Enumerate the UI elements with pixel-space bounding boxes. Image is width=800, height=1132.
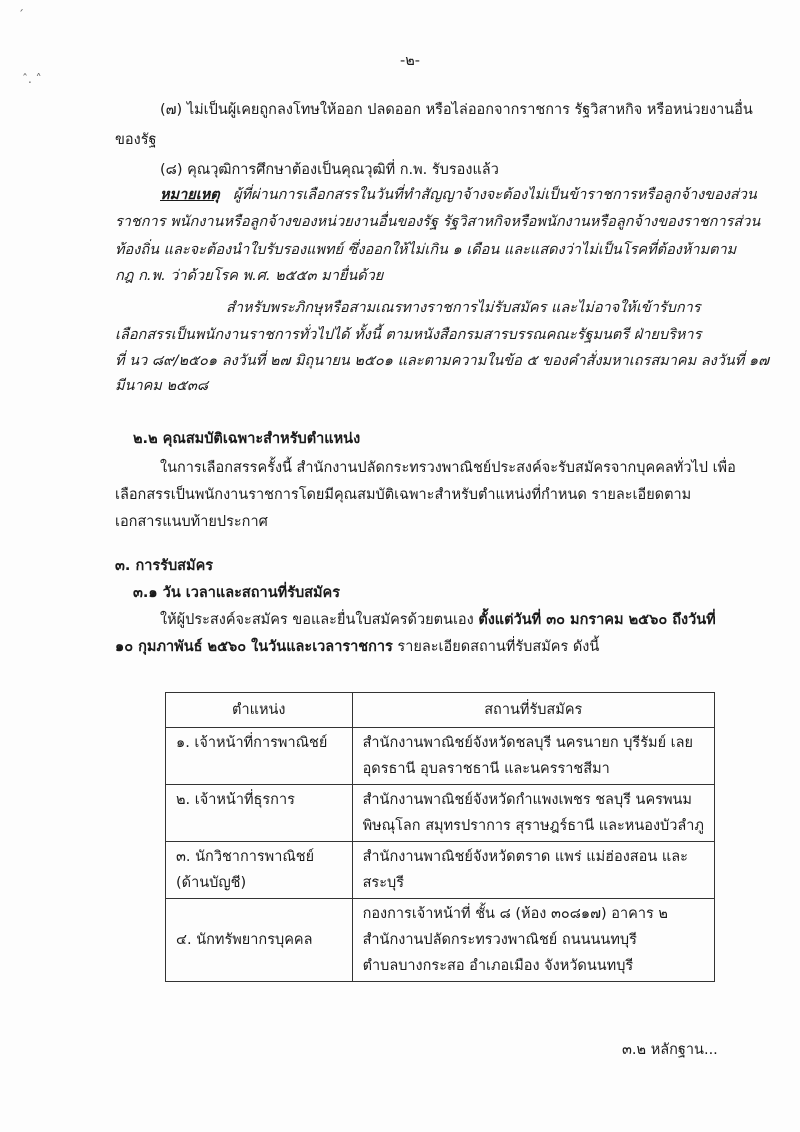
section-3-heading: ๓. การรับสมัคร <box>115 558 214 574</box>
section-2-2-paragraph: ในการเลือกสรรครั้งนี้ สำนักงานปลัดกระทรวงพาณิชย์ประสงค์จะรับสมัครจากบุคคลทั่วไป เพื่อ <box>160 460 736 476</box>
location-line: อุดรธานี อุบลราชธานี และนครราชสีมา <box>362 761 610 777</box>
monk-note-line: สำหรับพระภิกษุหรือสามเณรทางราชการไม่รับสมัคร และไม่อาจให้เข้ารับการ <box>226 300 701 316</box>
table-header-row <box>166 693 715 728</box>
location-line: พิษณุโลก สมุทรปราการ สุราษฎร์ธานี และหนองบัวลำภู <box>362 818 704 834</box>
scan-artifact-icon: ˆ. ˄ <box>22 72 42 86</box>
position-cell: ๓. นักวิชาการพาณิชย์ (ด้านบัญชี) <box>166 842 353 899</box>
table-header-position: ตำแหน่ง <box>166 693 353 728</box>
location-line: สำนักงานพาณิชย์จังหวัดตราด แพร่ แม่ฮ่องสอน และ <box>362 849 688 865</box>
location-line: ตำบลบางกระสอ อำเภอเมือง จังหวัดนนทบุรี <box>362 958 634 974</box>
note-label: หมายเหตุ <box>160 187 220 203</box>
note-line: ท้องถิ่น และจะต้องนำใบรับรองแพทย์ ซึ่งออกให้ไม่เกิน ๑ เดือน และแสดงว่าไม่เป็นโรคที่ต้องห้ามตาม <box>115 242 737 258</box>
position-cell: ๔. นักทรัพยากรบุคคล <box>166 899 353 982</box>
note-line: กฎ ก.พ. ว่าด้วยโรค พ.ศ. ๒๕๕๓ มายื่นด้วย <box>115 268 384 284</box>
note-line: ราชการ พนักงานหรือลูกจ้างของหน่วยงานอื่นของรัฐ รัฐวิสาหกิจหรือพนักงานหรือลูกจ้างของราชการส่วน <box>115 214 761 230</box>
application-period-line <box>115 636 599 658</box>
table-header-location: สถานที่รับสมัคร <box>352 693 714 728</box>
location-cell <box>352 728 714 785</box>
qualification-item-8: (๘) คุณวุฒิการศึกษาต้องเป็นคุณวุฒิที่ ก.พ. รับรองแล้ว <box>160 162 499 178</box>
section-2-2-paragraph: เอกสารแนบท้ายประกาศ <box>115 514 268 530</box>
location-line: สำนักงานปลัดกระทรวงพาณิชย์ ถนนนนทบุรี <box>362 932 637 948</box>
position-cell: ๒. เจ้าหน้าที่ธุรการ <box>166 785 353 842</box>
monk-note-line: มีนาคม ๒๕๓๘ <box>115 378 209 394</box>
location-cell <box>352 785 714 842</box>
application-period-text: รายละเอียดสถานที่รับสมัคร ดังนี้ <box>392 639 600 655</box>
page-number: -๒- <box>400 53 421 69</box>
section-2-2-heading: ๒.๒ คุณสมบัติเฉพาะสำหรับตำแหน่ง <box>133 431 361 447</box>
location-cell <box>352 842 714 899</box>
table-row <box>166 842 715 899</box>
position-cell: ๑. เจ้าหน้าที่การพาณิชย์ <box>166 728 353 785</box>
section-2-2-paragraph: เลือกสรรเป็นพนักงานราชการโดยมีคุณสมบัติเฉพาะสำหรับตำแหน่งที่กำหนด รายละเอียดตาม <box>115 487 692 503</box>
application-locations-table <box>165 692 715 982</box>
monk-note-line: เลือกสรรเป็นพนักงานราชการทั่วไปได้ ทั้งนี้ ตามหนังสือกรมสารบรรณคณะรัฐมนตรี ฝ่ายบริหาร <box>115 327 702 343</box>
location-line: สำนักงานพาณิชย์จังหวัดชลบุรี นครนายก บุรีรัมย์ เลย <box>362 735 694 751</box>
table-row <box>166 899 715 982</box>
scan-artifact-icon: ´ <box>18 8 24 22</box>
location-line: สำนักงานพาณิชย์จังหวัดกำแพงเพชร ชลบุรี นครพนม <box>362 792 692 808</box>
section-3-1-heading: ๓.๑ วัน เวลาและสถานที่รับสมัคร <box>133 585 341 601</box>
application-period-line <box>160 609 716 631</box>
table-row <box>166 785 715 842</box>
table-row <box>166 728 715 785</box>
note-line: ผู้ที่ผ่านการเลือกสรรในวันที่ทำสัญญาจ้างจะต้องไม่เป็นข้าราชการหรือลูกจ้างของส่วน <box>233 187 757 203</box>
application-period-text: ให้ผู้ประสงค์จะสมัคร ขอและยื่นใบสมัครด้วยตนเอง <box>160 612 479 628</box>
monk-note-line: ที่ นว ๘๙/๒๕๐๑ ลงวันที่ ๒๗ มิถุนายน ๒๕๐๑ และตามความในข้อ ๕ ของคำสั่งมหาเถรสมาคม ลงวันที่ ๑๗ <box>115 353 770 369</box>
application-period-dates: ๑๐ กุมภาพันธ์ ๒๕๖๐ ในวันและเวลาราชการ <box>115 639 393 655</box>
application-period-dates: ตั้งแต่วันที่ ๓๐ มกราคม ๒๕๖๐ ถึงวันที่ <box>478 612 716 628</box>
location-line: กองการเจ้าหน้าที่ ชั้น ๘ (ห้อง ๓๐๘๑๗) อาคาร ๒ <box>362 906 668 922</box>
page-continuation: ๓.๒ หลักฐาน... <box>622 1042 718 1058</box>
qualification-item-7: (๗) ไม่เป็นผู้เคยถูกลงโทษให้ออก ปลดออก หรือไล่ออกจากราชการ รัฐวิสาหกิจ หรือหน่วยงานอื่น <box>160 102 753 118</box>
location-cell <box>352 899 714 982</box>
qualification-item-7-cont: ของรัฐ <box>115 132 157 148</box>
location-line: สระบุรี <box>362 875 404 891</box>
